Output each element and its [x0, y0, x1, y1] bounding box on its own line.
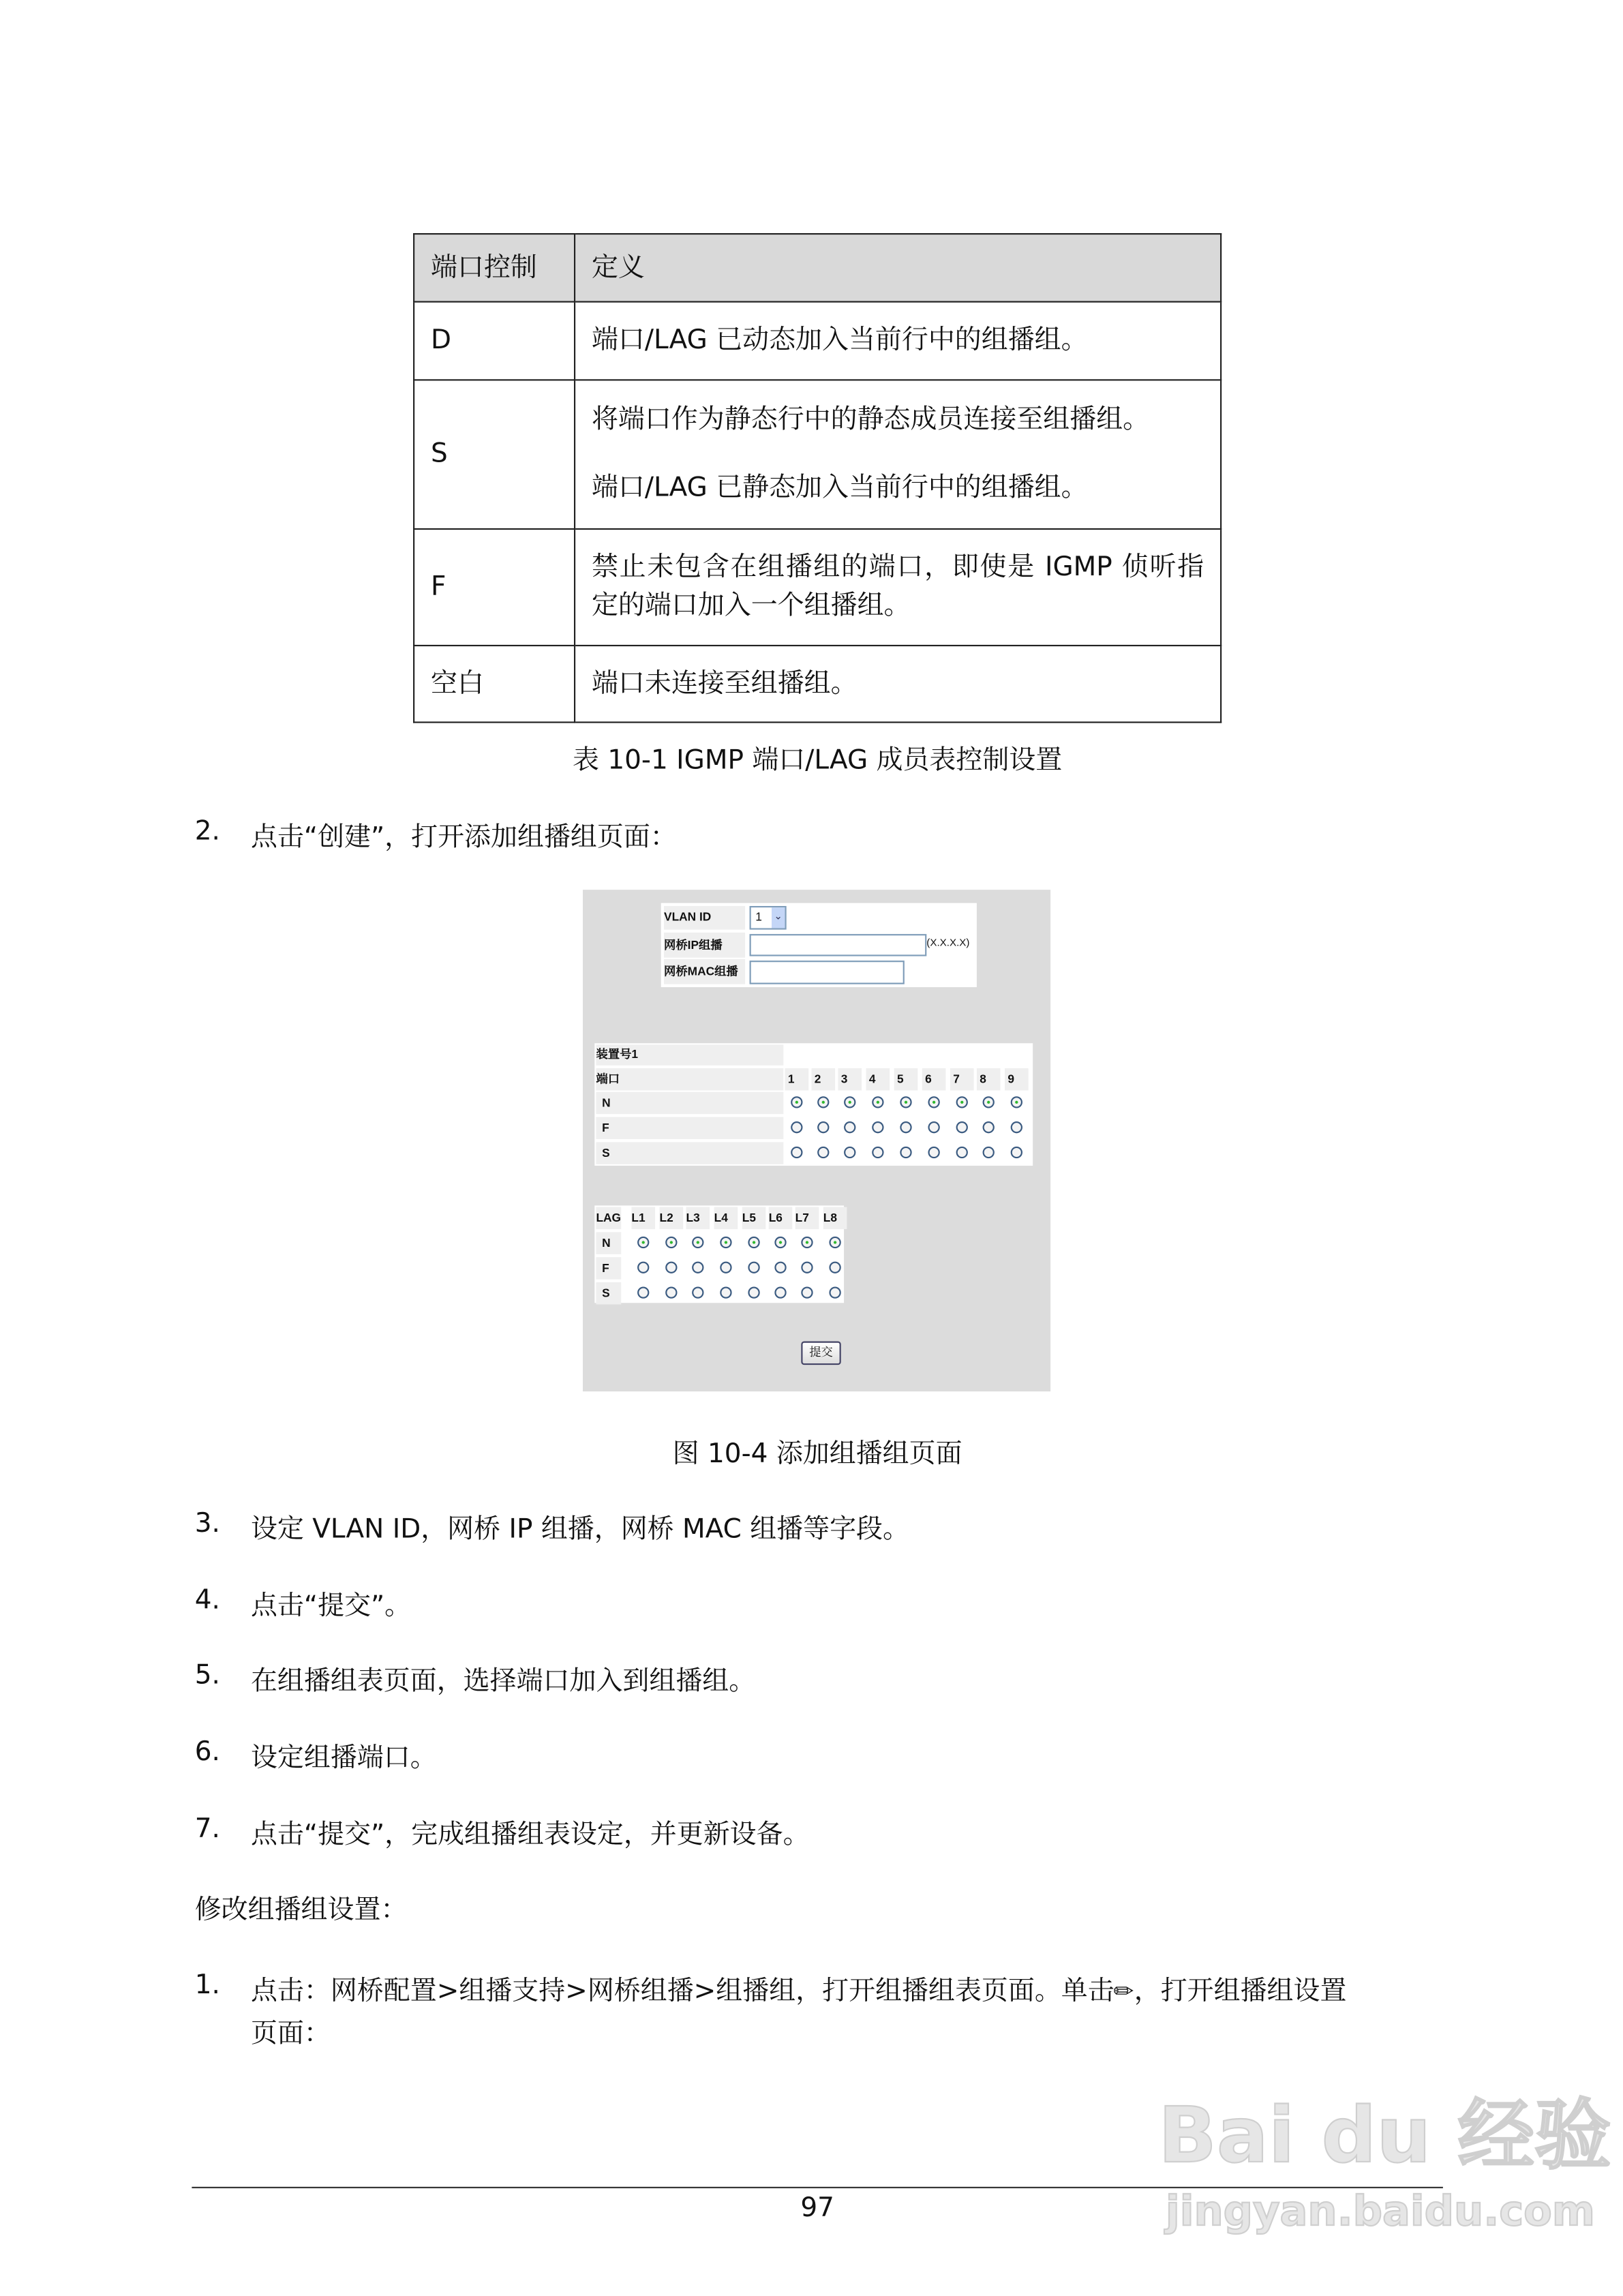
radio-port-3-F[interactable] — [844, 1121, 855, 1133]
port-label: 端口 — [596, 1068, 783, 1090]
radio-port-4-F[interactable] — [872, 1121, 883, 1133]
row-code: D — [414, 302, 575, 380]
lag-header-L4: L4 — [714, 1207, 738, 1229]
ip-multicast-label: 网桥IP组播 — [664, 933, 745, 958]
step-number: 6. — [194, 1736, 220, 1768]
radio-lag-L7-S[interactable] — [801, 1286, 813, 1298]
radio-lag-L1-S[interactable] — [637, 1286, 649, 1298]
lag-row-label-S: S — [596, 1282, 621, 1304]
radio-port-1-S[interactable] — [791, 1147, 802, 1158]
port-header-6: 6 — [922, 1068, 946, 1090]
lag-header-L3: L3 — [686, 1207, 710, 1229]
lag-header-L7: L7 — [795, 1207, 819, 1229]
radio-lag-L4-S[interactable] — [720, 1286, 731, 1298]
table-row — [414, 302, 1221, 380]
pencil-edit-icon: ✎ — [1107, 1974, 1142, 2008]
radio-lag-L3-S[interactable] — [692, 1286, 703, 1298]
mac-multicast-input[interactable] — [750, 961, 905, 984]
port-header-9: 9 — [1005, 1068, 1029, 1090]
radio-lag-L5-N[interactable] — [748, 1237, 759, 1248]
unit-label: 装置号1 — [596, 1044, 783, 1065]
radio-port-1-N[interactable] — [791, 1096, 802, 1108]
step-number: 3. — [194, 1508, 220, 1539]
table-row — [414, 380, 1221, 529]
radio-lag-L7-N[interactable] — [801, 1237, 813, 1248]
watermark-logo: Bai du 经验 — [1158, 2092, 1611, 2181]
step-number: 4. — [194, 1584, 220, 1616]
row-label-N: N — [596, 1092, 783, 1114]
radio-port-7-N[interactable] — [956, 1096, 968, 1108]
radio-lag-L6-S[interactable] — [774, 1286, 786, 1298]
step-text — [251, 1970, 1346, 2008]
vlan-id-value: 1 — [755, 910, 762, 924]
radio-port-8-F[interactable] — [983, 1121, 995, 1133]
radio-port-4-N[interactable] — [872, 1096, 883, 1108]
vlan-id-select[interactable] — [750, 906, 787, 930]
table-row — [414, 529, 1221, 646]
radio-port-8-N[interactable] — [983, 1096, 995, 1108]
modify-heading: 修改组播组设置： — [194, 1894, 408, 1926]
radio-port-7-F[interactable] — [956, 1121, 968, 1133]
radio-lag-L4-N[interactable] — [720, 1237, 731, 1248]
row-label-S: S — [596, 1142, 783, 1164]
row-definition — [575, 380, 1221, 529]
radio-lag-L7-F[interactable] — [801, 1262, 813, 1273]
radio-lag-L8-S[interactable] — [829, 1286, 840, 1298]
lag-row-label-N: N — [596, 1232, 621, 1254]
chevron-down-icon: ⌄ — [772, 907, 785, 928]
radio-lag-L5-F[interactable] — [748, 1262, 759, 1273]
port-header-8: 8 — [977, 1068, 1001, 1090]
step-text-line2: 页面： — [250, 2019, 331, 2050]
radio-lag-L2-S[interactable] — [665, 1286, 677, 1298]
step-number: 5. — [194, 1660, 220, 1691]
page-number: 97 — [800, 2192, 834, 2224]
step-text-b: ，打开组播组设置 — [1134, 1976, 1347, 2007]
radio-lag-L4-F[interactable] — [720, 1262, 731, 1273]
radio-port-6-S[interactable] — [928, 1147, 939, 1158]
radio-lag-L8-N[interactable] — [829, 1237, 840, 1248]
radio-port-2-S[interactable] — [817, 1147, 829, 1158]
radio-lag-L3-N[interactable] — [692, 1237, 703, 1248]
radio-port-5-F[interactable] — [900, 1121, 911, 1133]
row-definition: 端口未连接至组播组。 — [575, 646, 1221, 723]
radio-port-9-S[interactable] — [1011, 1147, 1022, 1158]
radio-port-2-N[interactable] — [817, 1096, 829, 1108]
row-label-F: F — [596, 1117, 783, 1139]
step-number: 1. — [194, 1969, 220, 2002]
radio-lag-L2-N[interactable] — [665, 1237, 677, 1248]
step-text: 在组播组表页面，选择端口加入到组播组。 — [250, 1665, 756, 1697]
step-text: 点击“提交”。 — [250, 1590, 412, 1622]
table-caption: 表 10-1 IGMP 端口/LAG 成员表控制设置 — [572, 745, 1063, 776]
radio-port-5-S[interactable] — [900, 1147, 911, 1158]
definition-line: 端口/LAG 已静态加入当前行中的组播组。 — [591, 472, 1088, 504]
watermark-url: jingyan.baidu.com — [1165, 2186, 1595, 2236]
lag-header-L8: L8 — [823, 1207, 847, 1229]
port-header-2: 2 — [811, 1068, 835, 1090]
row-code: F — [414, 529, 575, 646]
step-number: 2. — [194, 815, 220, 847]
radio-port-6-F[interactable] — [928, 1121, 939, 1133]
step-text: 点击“提交”，完成组播组表设定，并更新设备。 — [250, 1819, 810, 1851]
ip-multicast-input[interactable] — [750, 934, 927, 956]
radio-lag-L8-F[interactable] — [829, 1262, 840, 1273]
radio-lag-L2-F[interactable] — [665, 1262, 677, 1273]
lag-header-L1: L1 — [631, 1207, 655, 1229]
radio-port-3-S[interactable] — [844, 1147, 855, 1158]
port-control-table — [413, 233, 1222, 723]
port-header-7: 7 — [950, 1068, 974, 1090]
lag-header-L5: L5 — [742, 1207, 766, 1229]
mac-multicast-label: 网桥MAC组播 — [664, 959, 745, 984]
lag-header-L6: L6 — [769, 1207, 793, 1229]
port-header-1: 1 — [785, 1068, 809, 1090]
row-definition: 端口/LAG 已动态加入当前行中的组播组。 — [575, 302, 1221, 380]
radio-port-8-S[interactable] — [983, 1147, 995, 1158]
lag-header-L2: L2 — [660, 1207, 684, 1229]
radio-port-1-F[interactable] — [791, 1121, 802, 1133]
radio-port-9-F[interactable] — [1011, 1121, 1022, 1133]
step-text: 设定 VLAN ID，网桥 IP 组播，网桥 MAC 组播等字段。 — [250, 1513, 909, 1545]
add-multicast-group-screenshot — [583, 890, 1050, 1391]
step-text-a: 点击：网桥配置>组播支持>网桥组播>组播组，打开组播组表页面。单击 — [250, 1976, 1114, 2007]
radio-port-5-N[interactable] — [900, 1096, 911, 1108]
step-text: 点击“创建”，打开添加组播组页面： — [250, 821, 677, 854]
step-number: 7. — [194, 1813, 220, 1845]
radio-port-4-S[interactable] — [872, 1147, 883, 1158]
step-text: 设定组播端口。 — [250, 1742, 437, 1774]
radio-lag-L3-F[interactable] — [692, 1262, 703, 1273]
figure-caption: 图 10-4 添加组播组页面 — [672, 1438, 962, 1470]
row-code: 空白 — [414, 646, 575, 723]
row-definition: 禁止未包含在组播组的端口，即使是 IGMP 侦听指定的端口加入一个组播组。 — [575, 529, 1221, 646]
radio-lag-L1-F[interactable] — [637, 1262, 649, 1273]
port-header-4: 4 — [866, 1068, 890, 1090]
radio-lag-L6-F[interactable] — [774, 1262, 786, 1273]
radio-lag-L5-S[interactable] — [748, 1286, 759, 1298]
ip-format-hint: (X.X.X.X) — [926, 938, 970, 949]
radio-port-9-N[interactable] — [1011, 1096, 1022, 1108]
radio-port-7-S[interactable] — [956, 1147, 968, 1158]
lag-row-label-F: F — [596, 1257, 621, 1279]
radio-port-6-N[interactable] — [928, 1096, 939, 1108]
header-definition: 定义 — [575, 234, 1221, 302]
header-port-control: 端口控制 — [414, 234, 575, 302]
radio-lag-L1-N[interactable] — [637, 1237, 649, 1248]
lag-label: LAG — [596, 1207, 621, 1229]
radio-port-3-N[interactable] — [844, 1096, 855, 1108]
definition-line: 将端口作为静态行中的静态成员连接至组播组。 — [591, 404, 1150, 436]
radio-port-2-F[interactable] — [817, 1121, 829, 1133]
radio-lag-L6-N[interactable] — [774, 1237, 786, 1248]
table-row — [414, 646, 1221, 723]
row-code: S — [414, 380, 575, 529]
port-header-5: 5 — [894, 1068, 918, 1090]
table-header-row — [414, 234, 1221, 302]
port-header-3: 3 — [838, 1068, 862, 1090]
submit-button[interactable]: 提交 — [801, 1342, 840, 1365]
vlan-id-label: VLAN ID — [664, 906, 745, 930]
